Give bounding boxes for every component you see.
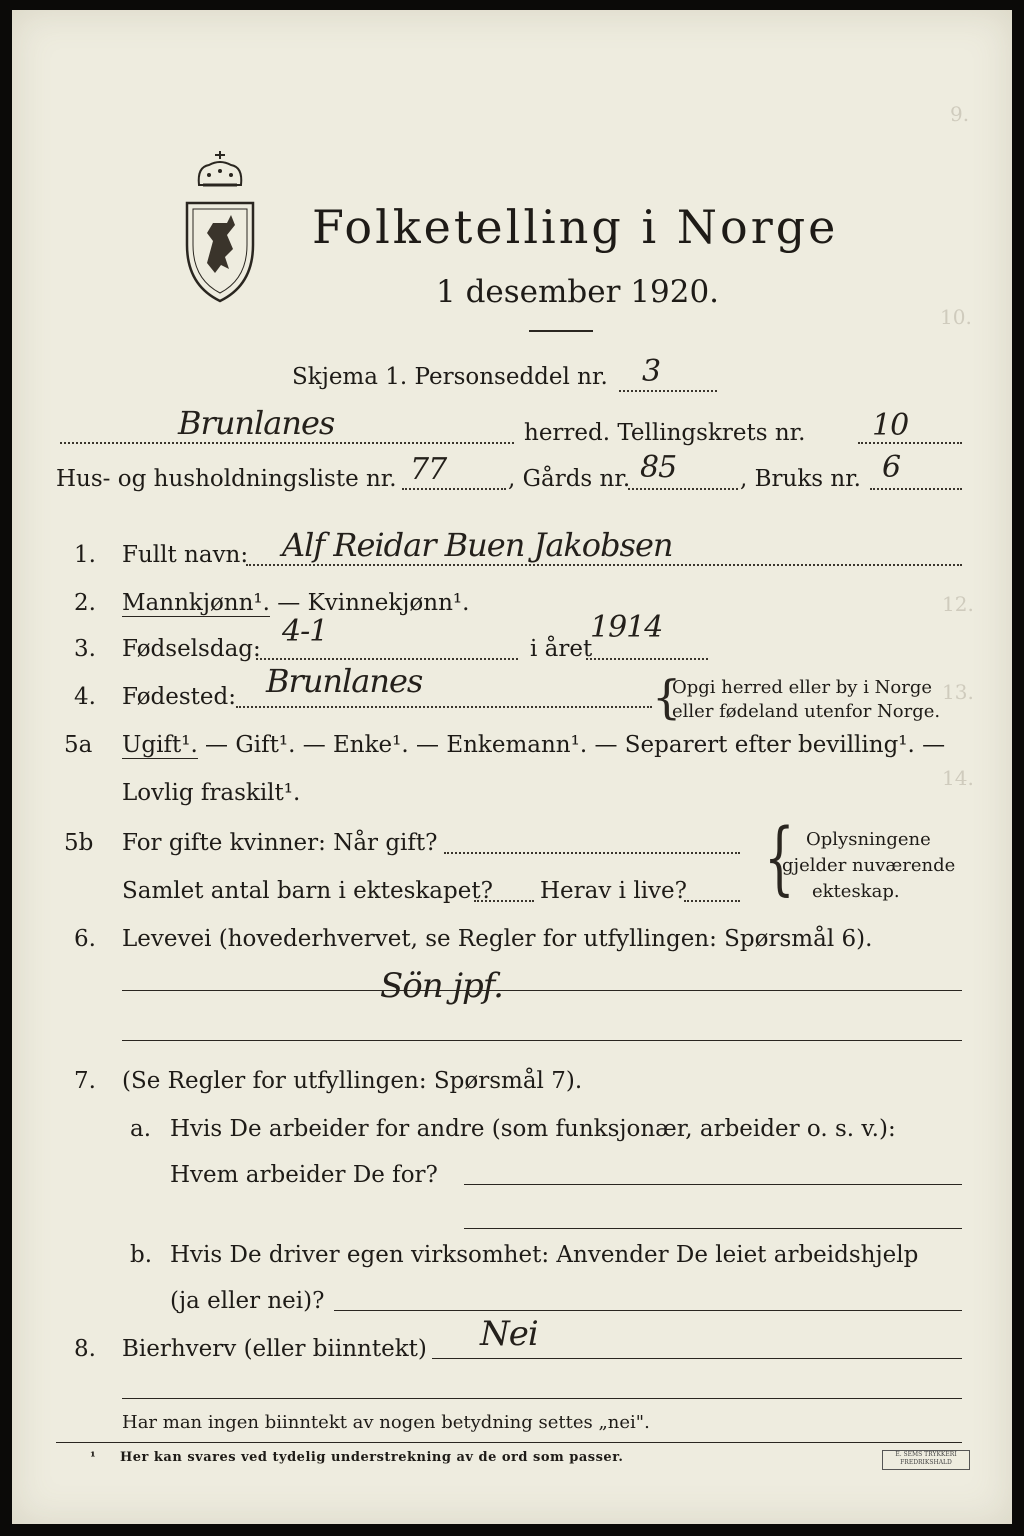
- bleed-through-text: 13.: [942, 680, 974, 704]
- q8-label: Bierhverv (eller biinntekt): [122, 1336, 427, 1362]
- census-date: 1 desember 1920.: [436, 274, 720, 310]
- q7a-question: Hvem arbeider De for?: [170, 1162, 438, 1188]
- bruks-line: [870, 488, 962, 490]
- q7b-number: b.: [130, 1242, 153, 1268]
- census-form: [12, 10, 1012, 1524]
- ugift-option: Ugift¹.: [122, 732, 198, 758]
- q5b-label-1: For gifte kvinner: Når gift?: [122, 830, 438, 856]
- herred-line: [60, 442, 514, 444]
- footer-note: Har man ingen biinntekt av nogen betydning settes „nei".: [122, 1412, 650, 1433]
- bleed-through-text: 9.: [950, 102, 970, 126]
- gards-label: , Gårds nr.: [508, 466, 631, 492]
- q5b-label-3: Herav i live?: [540, 878, 687, 904]
- full-name-value: Alf Reidar Buen Jakobsen: [282, 526, 673, 564]
- q5b-label-2: Samlet antal barn i ekteskapet?: [122, 878, 493, 904]
- q5a-label: [122, 732, 945, 758]
- q1-label: Fullt navn:: [122, 542, 249, 568]
- q5b-children-line: [474, 900, 534, 902]
- footnote-divider: [56, 1442, 962, 1443]
- q4-note-1: Opgi herred eller by i Norge: [672, 677, 933, 698]
- q5b-brace: {: [764, 811, 795, 904]
- bruks-label: , Bruks nr.: [740, 466, 861, 492]
- personseddel-number: 3: [642, 354, 661, 389]
- footnote-marker: ¹: [90, 1450, 97, 1465]
- q7-number: 7.: [74, 1068, 96, 1094]
- form-title: Folketelling i Norge: [312, 200, 839, 254]
- q8-number: 8.: [74, 1336, 96, 1362]
- personseddel-line: [619, 390, 717, 392]
- q7a-line: [464, 1184, 962, 1185]
- q4-number: 4.: [74, 684, 96, 710]
- q5b-note-2: gjelder nuværende: [782, 855, 956, 876]
- q5b-note-1: Oplysningene: [806, 829, 931, 850]
- q1-line: [246, 564, 962, 566]
- q2-label: [122, 590, 469, 616]
- q4-label: Fødested:: [122, 684, 237, 710]
- bruks-number: 6: [882, 450, 901, 485]
- q5b-number: 5b: [64, 830, 94, 856]
- q3-year-label: i året: [530, 636, 593, 662]
- footnote-text: Her kan svares ved tydelig understrekning av de ord som passer.: [120, 1450, 624, 1465]
- bleed-through-text: 12.: [942, 592, 974, 616]
- hus-line: [402, 488, 506, 490]
- side-income-value: Nei: [480, 1314, 538, 1354]
- herred-value: Brunlanes: [178, 404, 335, 442]
- q5b-married-line: [444, 852, 740, 854]
- q7a-line-2: [464, 1228, 962, 1229]
- q4-brace: {: [652, 670, 682, 724]
- coat-of-arms-icon: [177, 145, 263, 305]
- q8-line-2: [122, 1398, 962, 1399]
- q3-label: Fødselsdag:: [122, 636, 261, 662]
- q6-number: 6.: [74, 926, 96, 952]
- q5a-number: 5a: [64, 732, 93, 758]
- female-option: — Kvinnekjønn¹.: [269, 590, 470, 616]
- gards-number: 85: [640, 450, 677, 485]
- q3-day-line: [256, 658, 518, 660]
- q4-line: [236, 706, 652, 708]
- q7a-label: Hvis De arbeider for andre (som funksjonær, arbeider o. s. v.):: [170, 1116, 896, 1142]
- q4-note-2: eller fødeland utenfor Norge.: [672, 701, 941, 722]
- q8-line: [432, 1358, 962, 1359]
- q5b-note-3: ekteskap.: [812, 881, 900, 902]
- printer-stamp: E. SEMS TRYKKERI FREDRIKSHALD: [882, 1450, 970, 1470]
- q2-number: 2.: [74, 590, 96, 616]
- occupation-value: Sön jpf.: [380, 966, 503, 1006]
- q7a-number: a.: [130, 1116, 152, 1142]
- q6-line-2: [122, 1040, 962, 1041]
- q6-label: Levevei (hovederhvervet, se Regler for utfyllingen: Spørsmål 6).: [122, 926, 873, 952]
- birthday-value: 4-1: [282, 614, 328, 649]
- birthplace-value: Brunlanes: [266, 662, 423, 700]
- marital-options: — Gift¹. — Enke¹. — Enkemann¹. — Separert efter bevilling¹. —: [197, 732, 946, 758]
- q5b-alive-line: [684, 900, 740, 902]
- male-option: Mannkjønn¹.: [122, 590, 270, 616]
- birth-year-value: 1914: [590, 610, 663, 645]
- q1-number: 1.: [74, 542, 96, 568]
- hus-label: Hus- og husholdningsliste nr.: [56, 466, 397, 492]
- skjema-label: Skjema 1. Personseddel nr.: [292, 364, 608, 390]
- q7b-line: [334, 1310, 962, 1311]
- bleed-through-text: 10.: [940, 305, 972, 329]
- q3-year-line: [586, 658, 708, 660]
- q6-line-1: [122, 990, 962, 991]
- q3-number: 3.: [74, 636, 96, 662]
- gards-line: [628, 488, 738, 490]
- bleed-through-text: 14.: [942, 766, 974, 790]
- q5a-line2: Lovlig fraskilt¹.: [122, 780, 301, 806]
- q7b-label: Hvis De driver egen virksomhet: Anvender De leiet arbeidshjelp: [170, 1242, 919, 1268]
- herred-label: herred. Tellingskrets nr.: [524, 420, 806, 446]
- q7b-question: (ja eller nei)?: [170, 1288, 325, 1314]
- hus-number: 77: [410, 452, 447, 487]
- q7-label: (Se Regler for utfyllingen: Spørsmål 7).: [122, 1068, 583, 1094]
- title-divider: [529, 330, 593, 332]
- tellingskrets-number: 10: [872, 408, 909, 443]
